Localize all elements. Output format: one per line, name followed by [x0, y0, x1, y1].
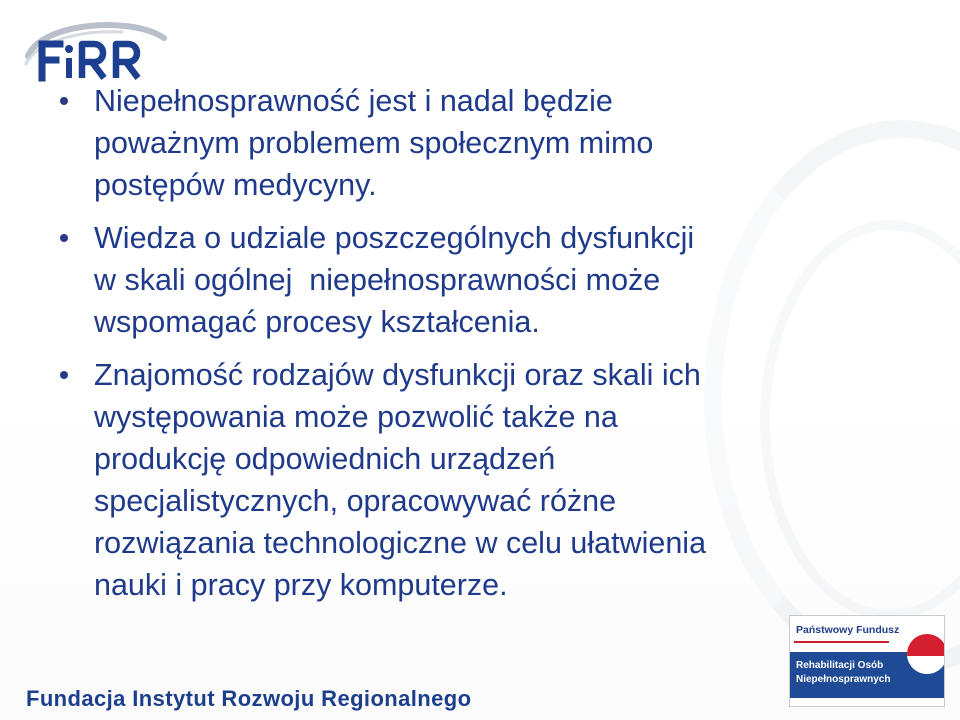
- pfron-line-1: Rehabilitacji Osób: [796, 660, 884, 671]
- firr-logo: [22, 16, 172, 86]
- bullet-line: w skali ogólnej niepełnosprawności może: [94, 263, 661, 297]
- bullet-list: [56, 80, 856, 617]
- bullet-line: wspomagać procesy kształcenia.: [94, 305, 540, 339]
- pfron-circle-red: [907, 634, 945, 656]
- bullet-item: [56, 354, 856, 606]
- firr-logo-graphic: [22, 16, 172, 86]
- bullet-line: Niepełnosprawność jest i nadal będzie: [94, 84, 613, 118]
- bullet-line: rozwiązania technologiczne w celu ułatwienia: [94, 526, 707, 560]
- bullet-line: postępów medycyny.: [94, 168, 377, 202]
- bullet-line: poważnym problemem społecznym mimo: [94, 126, 654, 160]
- bullet-line: występowania może pozwolić także na: [94, 400, 618, 434]
- pfron-line-2: Niepełnosprawnych: [796, 674, 891, 685]
- bullet-line: specjalistycznych, opracowywać różne: [94, 484, 617, 518]
- bullet-line: produkcję odpowiednich urządzeń: [94, 442, 556, 476]
- pfron-circle-emblem: [907, 634, 945, 674]
- pfron-red-line: [794, 641, 889, 643]
- bullet-line: Znajomość rodzajów dysfunkcji oraz skali ich: [94, 358, 701, 392]
- pfron-circle-white: [907, 656, 945, 674]
- bullet-item: [56, 80, 856, 206]
- bullet-item: [56, 217, 856, 343]
- bullet-line: Wiedza o udziale poszczególnych dysfunkcji: [94, 221, 695, 255]
- pfron-title: Państwowy Fundusz: [796, 624, 900, 636]
- footer-organization-name: Fundacja Instytut Rozwoju Regionalnego: [26, 686, 472, 711]
- bullet-line: nauki i pracy przy komputerze.: [94, 568, 508, 602]
- pfron-logo: [789, 615, 945, 707]
